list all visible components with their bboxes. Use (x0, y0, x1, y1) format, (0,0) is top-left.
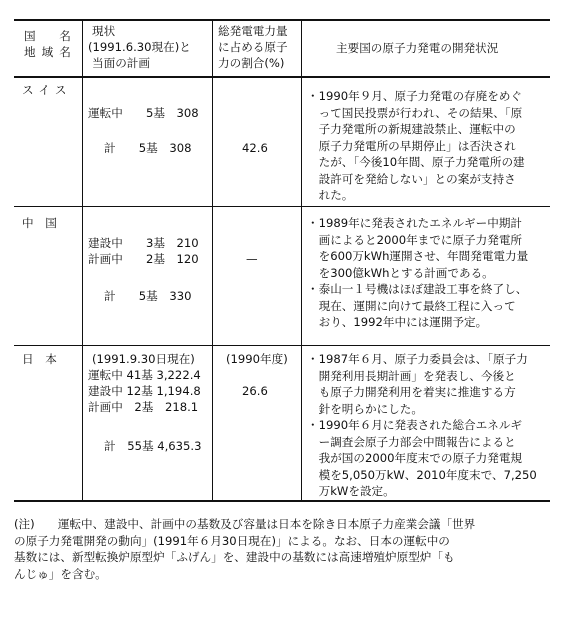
development-line: 画によると2000年までに原子力発電所 (307, 232, 523, 247)
ratio-china: — (246, 252, 258, 266)
footnote-line-1 (14, 516, 554, 533)
development-line: 模を5,050万kW、2010年度末で、7,250 (307, 467, 537, 482)
footnote-line-3: 基数には、新型転換炉原型炉「ふげん」を、建設中の基数には高速増殖炉原型炉「も (14, 550, 455, 564)
status-japan-date: (1991.9.30日現在) (92, 352, 195, 366)
status-japan-planned: 計画中 2基 218.1 (88, 400, 199, 414)
header-status-line3: 当面の計画 (92, 56, 150, 70)
development-line: を600万kWh運開させ、年間発電電力量 (307, 249, 529, 263)
row-divider-1 (14, 206, 550, 207)
footnote (14, 516, 554, 582)
column-divider-3 (301, 20, 302, 501)
country-japan: 日 本 (22, 352, 57, 366)
header-status-line1: 現状 (92, 24, 116, 38)
header-country-line2: 地域名 (24, 45, 77, 59)
header-country-line1: 国 名 (24, 29, 77, 43)
status-japan-construction: 建設中 12基 1,194.8 (88, 384, 201, 398)
development-line: れた。 (307, 188, 354, 202)
header-bottom-border (14, 76, 550, 78)
status-china-planned: 計画中 2基 120 (88, 252, 199, 266)
development-line: おり、1992年中には運開予定。 (307, 315, 488, 329)
header-ratio-line2: に占める原子 (218, 40, 288, 54)
ratio-japan: 26.6 (242, 384, 268, 398)
development-line: 現在、運開に向けて最終工程に入って (307, 298, 516, 313)
development-line: ー調査会原子力部会中間報告によると (307, 434, 516, 449)
development-line: ・1990年９月、原子力発電の存廃をめぐ (307, 89, 523, 103)
development-line: ・1990年６月に発表された総合エネルギ (307, 418, 523, 432)
row-divider-2 (14, 345, 550, 346)
status-china-construction: 建設中 3基 210 (88, 236, 199, 250)
status-switzerland-total: 計 5基 308 (104, 141, 192, 155)
ratio-japan-note: (1990年度) (226, 352, 288, 366)
development-china (307, 215, 549, 331)
development-line: を300億kWhとする計画である。 (307, 265, 494, 280)
development-line: ・泰山一１号機はほぼ建設工事を終了し、 (307, 282, 528, 296)
table-top-border (14, 19, 550, 21)
development-switzerland (307, 88, 549, 204)
column-divider-2 (212, 20, 213, 501)
header-ratio-line3: 力の割合(%) (218, 56, 285, 70)
header-development: 主要国の原子力発電の開発状況 (336, 41, 499, 55)
development-japan (307, 351, 549, 500)
ratio-switzerland: 42.6 (242, 141, 268, 155)
development-line: 万kWを設定。 (307, 484, 395, 498)
development-line: 開発利用長期計画」を発表し、今後と (307, 368, 516, 383)
development-line: ・1987年６月、原子力委員会は、「原子力 (307, 352, 528, 366)
development-line: 子力発電所の新規建設禁止、運転中の (307, 122, 516, 136)
development-line: 設許可を発給しない」との案が支持さ (307, 171, 516, 186)
development-line: たが、「今後10年間、原子力発電所の建 (307, 155, 525, 169)
header-status-line2: (1991.6.30現在)と (88, 40, 191, 54)
development-line: って国民投票が行われ、その結果、「原 (307, 105, 523, 120)
development-line: も原子力開発利用を着実に推進する方 (307, 385, 516, 399)
header-ratio-line1: 総発電電力量 (218, 24, 288, 38)
footnote-line-4: んじゅ」を含む。 (14, 566, 107, 581)
status-japan-operating: 運転中 41基 3,222.4 (88, 368, 201, 382)
footnote-line-2: の原子力発電開発の動向」(1991年６月30日現在)」による。なお、日本の運転中の (14, 533, 450, 548)
development-line: ・1989年に発表されたエネルギー中期計 (307, 216, 523, 230)
footnote-text: 運転中、建設中、計画中の基数及び容量は日本を除き日本原子力産業会議「世界 (57, 517, 476, 531)
column-divider-1 (82, 20, 83, 501)
country-switzerland: スイス (22, 83, 72, 97)
development-line: 針を明らかにした。 (307, 401, 423, 416)
development-line: 我が国の2000年度末での原子力発電規 (307, 451, 523, 465)
development-line: 原子力発電所の早期停止」は否決され (307, 138, 516, 153)
country-china: 中 国 (22, 216, 57, 230)
table-bottom-border (14, 500, 550, 502)
footnote-label: (注) (14, 517, 35, 531)
status-switzerland-operating: 運転中 5基 308 (88, 106, 199, 120)
status-china-total: 計 5基 330 (104, 289, 192, 303)
status-japan-total: 計 55基 4,635.3 (104, 439, 202, 453)
